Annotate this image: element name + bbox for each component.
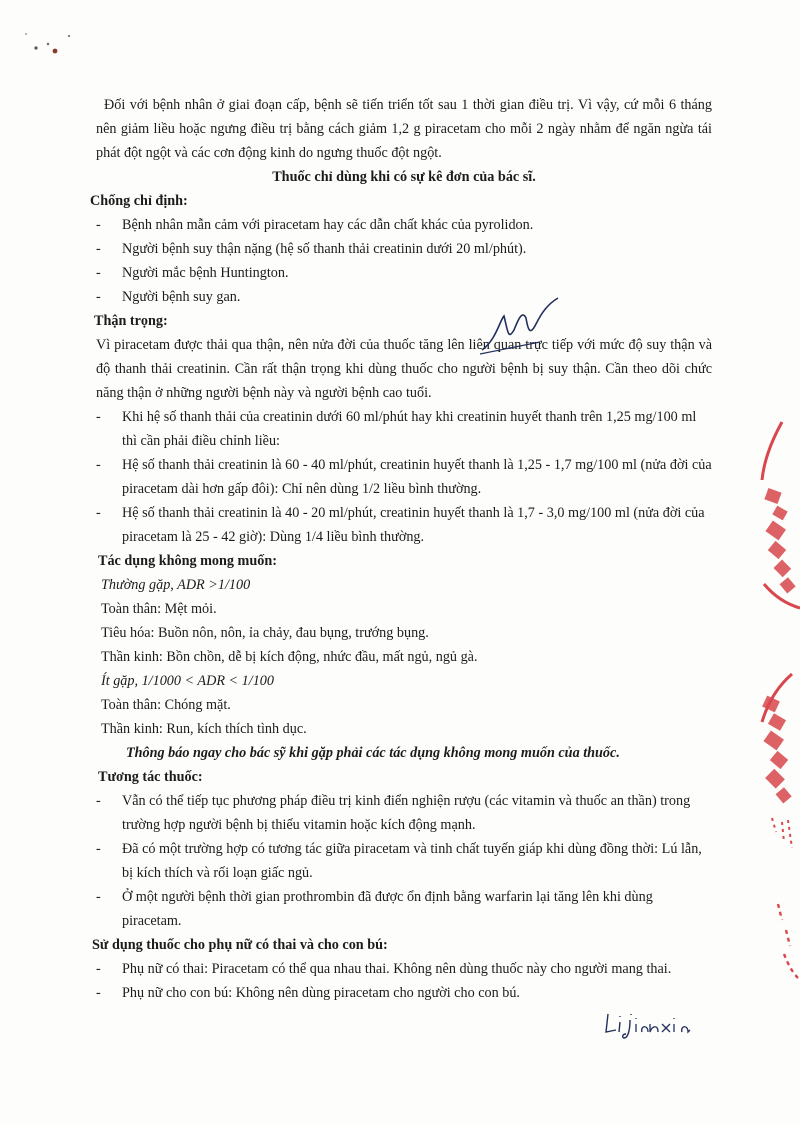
pregnancy-heading: Sử dụng thuốc cho phụ nữ có thai và cho con bú: (92, 937, 388, 953)
scan-speck-marks (14, 14, 84, 64)
list-item-text: Phụ nữ có thai: Piracetam có thể qua nhau thai. Không nên dùng thuốc này cho người mang thai. (122, 961, 672, 977)
list-item-text: Vẫn có thể tiếp tục phương pháp điều trị kinh điển nghiện rượu (các vitamin và thuốc an thần) trong trường hợp người bệnh bị thiếu vitamin hoặc kích động mạnh. (122, 793, 691, 833)
red-seal-stamp-lower (748, 672, 800, 862)
bullet-dash: - (96, 505, 101, 521)
common-frequency-label: Thường gặp, ADR >1/100 (101, 577, 251, 593)
list-item-text: Khi hệ số thanh thải của creatinin dưới 60 ml/phút hay khi creatinin huyết thanh trên 1,25 mg/100 ml thì cần phải điều chỉnh liều: (122, 409, 697, 449)
rare-frequency-label: Ít gặp, 1/1000 < ADR < 1/100 (101, 673, 274, 689)
red-seal-stamp-bottom (764, 900, 800, 980)
list-item (96, 837, 712, 885)
adverse-line: Tiêu hóa: Buồn nôn, nôn, ỉa chảy, đau bụng, trướng bụng. (101, 625, 429, 641)
contraindications-heading: Chống chỉ định: (90, 193, 188, 209)
bullet-dash: - (96, 289, 101, 305)
precautions-heading: Thận trọng: (94, 313, 168, 329)
list-item (96, 885, 712, 933)
bullet-dash: - (96, 409, 101, 425)
red-seal-stamp-upper (752, 420, 800, 610)
list-item-text: Bệnh nhân mẫn cảm với piracetam hay các dẫn chất khác của pyrolidon. (122, 217, 534, 233)
list-item (96, 405, 712, 453)
interactions-list (96, 789, 712, 933)
handwritten-initial-mark (478, 296, 568, 358)
list-item-text: Người bệnh suy gan. (122, 289, 241, 305)
bullet-dash: - (96, 265, 101, 281)
list-item-text: Phụ nữ cho con bú: Không nên dùng piracetam cho người cho con bú. (122, 985, 520, 1001)
adverse-line: Toàn thân: Chóng mặt. (101, 697, 231, 713)
bullet-dash: - (96, 457, 101, 473)
adverse-line: Thần kinh: Bồn chồn, dễ bị kích động, nhức đầu, mất ngủ, ngủ gà. (101, 649, 478, 665)
interactions-heading: Tương tác thuốc: (98, 769, 203, 785)
precautions-list (96, 405, 712, 549)
list-item (96, 789, 712, 837)
list-item-text: Hệ số thanh thải creatinin là 60 - 40 ml/phút, creatinin huyết thanh là 1,25 - 1,7 mg/100 ml (nửa đời của piracetam dài hơn gấp đôi): Chỉ nên dùng 1/2 liều bình thường. (122, 457, 712, 497)
pregnancy-list (96, 957, 712, 1005)
list-item-text: Người bệnh suy thận nặng (hệ số thanh thải creatinin dưới 20 ml/phút). (122, 241, 527, 257)
bullet-dash: - (96, 889, 101, 905)
list-item (96, 501, 712, 549)
bullet-dash: - (96, 217, 101, 233)
list-item (96, 213, 712, 237)
adverse-effects-heading: Tác dụng không mong muốn: (98, 553, 277, 569)
bullet-dash: - (96, 985, 101, 1001)
bullet-dash: - (96, 241, 101, 257)
handwritten-signature (604, 1010, 694, 1040)
list-item-text: Hệ số thanh thải creatinin là 40 - 20 ml/phút, creatinin huyết thanh là 1,7 - 3,0 mg/100 ml (nửa đời của piracetam là 25 - 42 giờ): Dùng 1/4 liều bình thường. (122, 505, 705, 545)
adverse-notice: Thông báo ngay cho bác sỹ khi gặp phải các tác dụng không mong muốn của thuốc. (126, 745, 620, 761)
list-item (96, 285, 712, 309)
list-item-text: Ở một người bệnh thời gian prothrombin đã được ổn định bằng warfarin lại tăng lên khi dùng piracetam. (122, 889, 653, 929)
bullet-dash: - (96, 841, 101, 857)
list-item (96, 453, 712, 501)
intro-paragraph: Đối với bệnh nhân ở giai đoạn cấp, bệnh sẽ tiến triển tốt sau 1 thời gian điều trị. Vì vậy, cứ mỗi 6 tháng nên giảm liều hoặc ngưng điều trị bằng cách giảm 1,2 g piracetam cho mỗi 2 ngày nhằm để ngăn ngừa tái phát đột ngột và các cơn động kinh do ngưng thuốc đột ngột. (96, 97, 712, 161)
list-item (96, 981, 712, 1005)
list-item-text: Người mắc bệnh Huntington. (122, 265, 289, 281)
list-item (96, 237, 712, 261)
list-item (96, 261, 712, 285)
contraindications-list (96, 213, 712, 309)
adverse-line: Toàn thân: Mệt mỏi. (101, 601, 217, 617)
bullet-dash: - (96, 961, 101, 977)
list-item (96, 957, 712, 981)
bullet-dash: - (96, 793, 101, 809)
prescription-note: Thuốc chỉ dùng khi có sự kê đơn của bác sĩ. (272, 169, 536, 185)
precautions-paragraph: Vì piracetam được thải qua thận, nên nửa đời của thuốc tăng lên liên quan trực tiếp với mức độ suy thận và độ thanh thải creatinin. Cần rất thận trọng khi dùng thuốc cho người bệnh bị suy thận. Cần theo dõi chức năng thận ở những người bệnh này và người bệnh cao tuổi. (96, 337, 712, 401)
adverse-line: Thần kinh: Run, kích thích tình dục. (101, 721, 307, 737)
document-body (90, 93, 712, 1005)
list-item-text: Đã có một trường hợp có tương tác giữa piracetam và tinh chất tuyến giáp khi dùng đồng thời: Lú lẫn, bị kích thích và rối loạn giấc ngủ. (122, 841, 702, 881)
